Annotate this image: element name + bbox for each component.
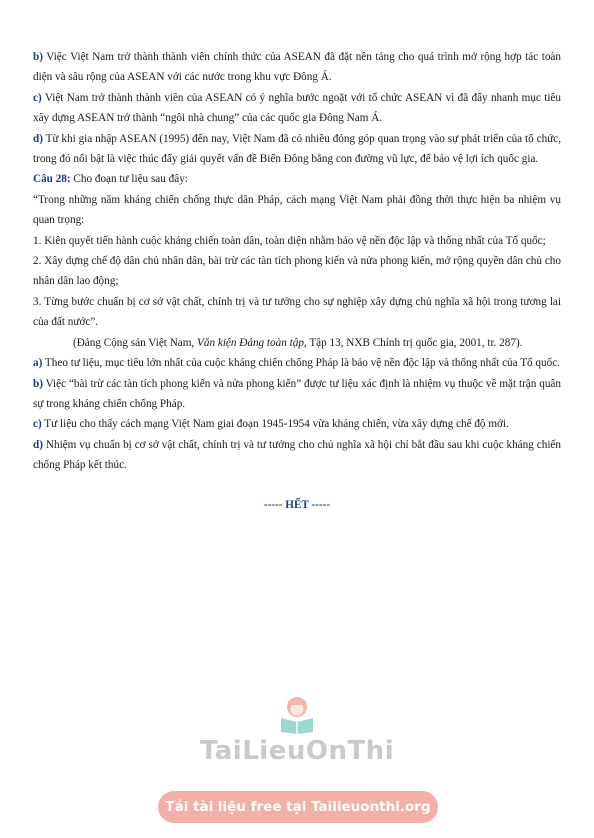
statement-b <box>33 374 561 415</box>
statement-a <box>33 353 561 373</box>
document-body <box>33 47 561 515</box>
excerpt-intro: “Trong những năm kháng chiến chống thực dân Pháp, cách mạng Việt Nam phải đồng thời thực hiện ba nhiệm vụ quan trọng: <box>33 193 561 227</box>
statement-text: Việt Nam trở thành thành viên của ASEAN có ý nghĩa bước ngoặt với tổ chức ASEAN vì đã đẩy nhanh mục tiêu xây dựng ASEAN trở thành “ngôi nhà chung” của các quốc gia Đông Nam Á. <box>33 91 561 125</box>
statement-label: c) <box>33 91 42 104</box>
statement-label: c) <box>33 418 42 431</box>
statement-label: a) <box>33 357 43 370</box>
download-cta-banner[interactable]: Tải tài liệu free tại Tailieuonthi.org <box>158 791 438 823</box>
statement-text: Nhiệm vụ chuẩn bị cơ sở vật chất, chính trị và tư tưởng cho chủ nghĩa xã hội chỉ bắt đầu sau khi cuộc kháng chiến chống Pháp kết thúc. <box>33 438 561 472</box>
end-mark: ----- HẾT ----- <box>263 498 331 511</box>
excerpt-task-3: 3. Từng bước chuẩn bị cơ sở vật chất, chính trị và tư tưởng cho sự nghiệp xây dựng chủ nghĩa xã hội trong tương lai của đất nước”. <box>33 295 561 329</box>
statement-label: d) <box>33 438 43 451</box>
citation-before: (Đảng Cộng sản Việt Nam, <box>73 336 198 349</box>
citation-after: , Tập 13, NXB Chính trị quốc gia, 2001, tr. 287). <box>303 336 523 349</box>
prev-statement-d <box>33 129 561 170</box>
statement-text: Từ khi gia nhập ASEAN (1995) đến nay, Việt Nam đã có nhiều đóng góp quan trọng vào sự phát triển của tổ chức, trong đó nổi bật là việc thúc đẩy giải quyết vấn đề Biển Đông bằng con đường vũ lực, để bảo vệ lợi ích quốc gia. <box>33 132 561 166</box>
statement-text: Việc Việt Nam trở thành thành viên chính thức của ASEAN đã đặt nền tảng cho quá trình mở rộng hợp tác toàn diện và sâu rộng của ASEAN với các nước trong khu vực Đông Á. <box>33 51 561 84</box>
statement-c <box>33 414 561 434</box>
statement-label: d) <box>33 132 43 145</box>
prev-statement-c <box>33 88 561 129</box>
statement-text: Theo tư liệu, mục tiêu lớn nhất của cuộc kháng chiến chống Pháp là bảo vệ nền độc lập và thống nhất của Tổ quốc. <box>42 357 560 370</box>
question-label: Câu 28: <box>33 173 71 186</box>
question-header <box>33 169 561 189</box>
tailieuonthi-wordmark: TaiLieuOnThi <box>199 736 395 766</box>
statement-text: Tư liệu cho thấy cách mạng Việt Nam giai đoạn 1945-1954 vừa kháng chiến, vừa xây dựng chế độ mới. <box>41 418 509 431</box>
excerpt-task-2: 2. Xây dựng chế độ dân chủ nhân dân, bài trừ các tàn tích phong kiến và nửa phong kiến, mở rộng quyền dân chủ cho nhân dân lao động; <box>33 255 561 288</box>
statement-label: b) <box>33 377 43 390</box>
reading-girl-icon <box>275 694 319 734</box>
excerpt-task-1: 1. Kiên quyết tiến hành cuộc kháng chiến toàn dân, toàn diện nhằm bảo vệ nền độc lập và thống nhất của Tổ quốc; <box>33 234 546 247</box>
citation-title: Văn kiện Đảng toàn tập <box>197 336 304 349</box>
citation <box>33 333 561 353</box>
statement-d <box>33 435 561 476</box>
statement-text: Việc “bài trừ các tàn tích phong kiến và nửa phong kiến” được tư liệu xác định là nhiệm vụ thuộc về mặt trận quân sự trong kháng chiến chống Pháp. <box>33 377 561 410</box>
statement-label: b) <box>33 51 43 63</box>
prev-statement-b <box>33 47 561 88</box>
question-prompt: Cho đoạn tư liệu sau đây: <box>70 173 188 186</box>
